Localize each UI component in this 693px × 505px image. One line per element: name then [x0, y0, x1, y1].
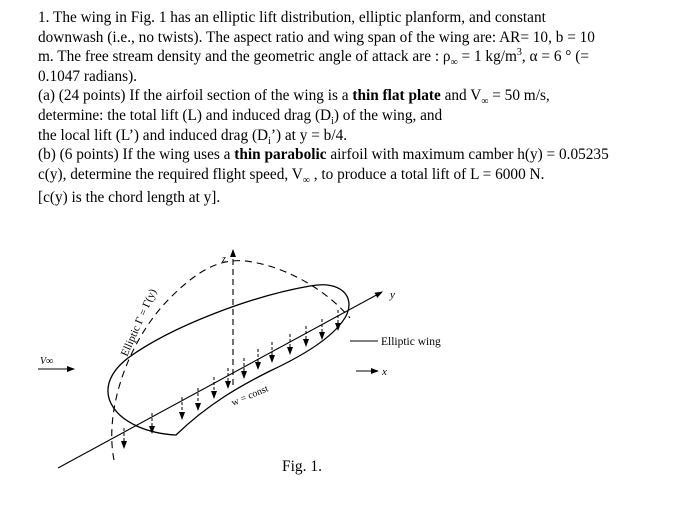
text-span: (a) (24 points) If the airfoil section of the wing is a: [38, 87, 353, 105]
text-span: [c(y) is the chord length at y].: [38, 189, 221, 207]
bold-text: thin flat plate: [352, 87, 441, 105]
x-axis-label: x: [382, 366, 387, 378]
downwash-arrows: [124, 310, 338, 448]
text-span: determine: the total lift (L) and induced drag (D: [38, 106, 332, 124]
y-axis: [58, 292, 382, 468]
text-span: = 1 kg/m: [457, 48, 517, 66]
freestream-label: V∞: [40, 356, 54, 367]
superscript: 3: [516, 47, 522, 59]
text-span: the local lift (L’) and induced drag (D: [38, 126, 269, 144]
text-span: , α = 6 ° (=: [521, 48, 589, 66]
text-span: ’) at y = b/4.: [270, 126, 348, 144]
subscript: ∞: [481, 96, 489, 108]
elliptic-wing-label: Elliptic wing: [381, 336, 441, 348]
bold-text: thin parabolic: [234, 146, 327, 164]
text-span: downwash (i.e., no twists). The aspect ratio and wing span of the wing are: AR= 10, b = 10: [38, 28, 595, 46]
elliptic-gamma-label: Elliptic Γ = Γ(y): [118, 287, 160, 359]
text-span: airfoil with maximum camber h(y) = 0.05235: [326, 146, 609, 164]
text-span: = 50 m/s,: [488, 87, 550, 105]
text-span: 0.1047 radians).: [38, 67, 137, 85]
y-axis-label: y: [390, 289, 395, 301]
subscript: ∞: [450, 57, 458, 69]
downwash-label: w = const: [229, 383, 271, 409]
text-span: c(y), determine the required flight speed, V: [38, 165, 303, 183]
text-span: (b) (6 points) If the wing uses a: [38, 146, 235, 164]
text-span: and V: [440, 87, 482, 105]
z-axis-label: z: [222, 254, 226, 265]
subscript: ∞: [302, 174, 310, 186]
subscript: i: [268, 135, 271, 147]
subscript: i: [331, 116, 334, 128]
text-span: 1. The wing in Fig. 1 has an elliptic lift distribution, elliptic planform, and constant: [38, 9, 546, 26]
figure-caption: Fig. 1.: [282, 458, 323, 475]
text-span: ) of the wing, and: [333, 106, 443, 124]
text-span: , to produce a total lift of L = 6000 N.: [309, 165, 545, 183]
text-span: m. The free stream density and the geometric angle of attack are : ρ: [38, 48, 451, 66]
